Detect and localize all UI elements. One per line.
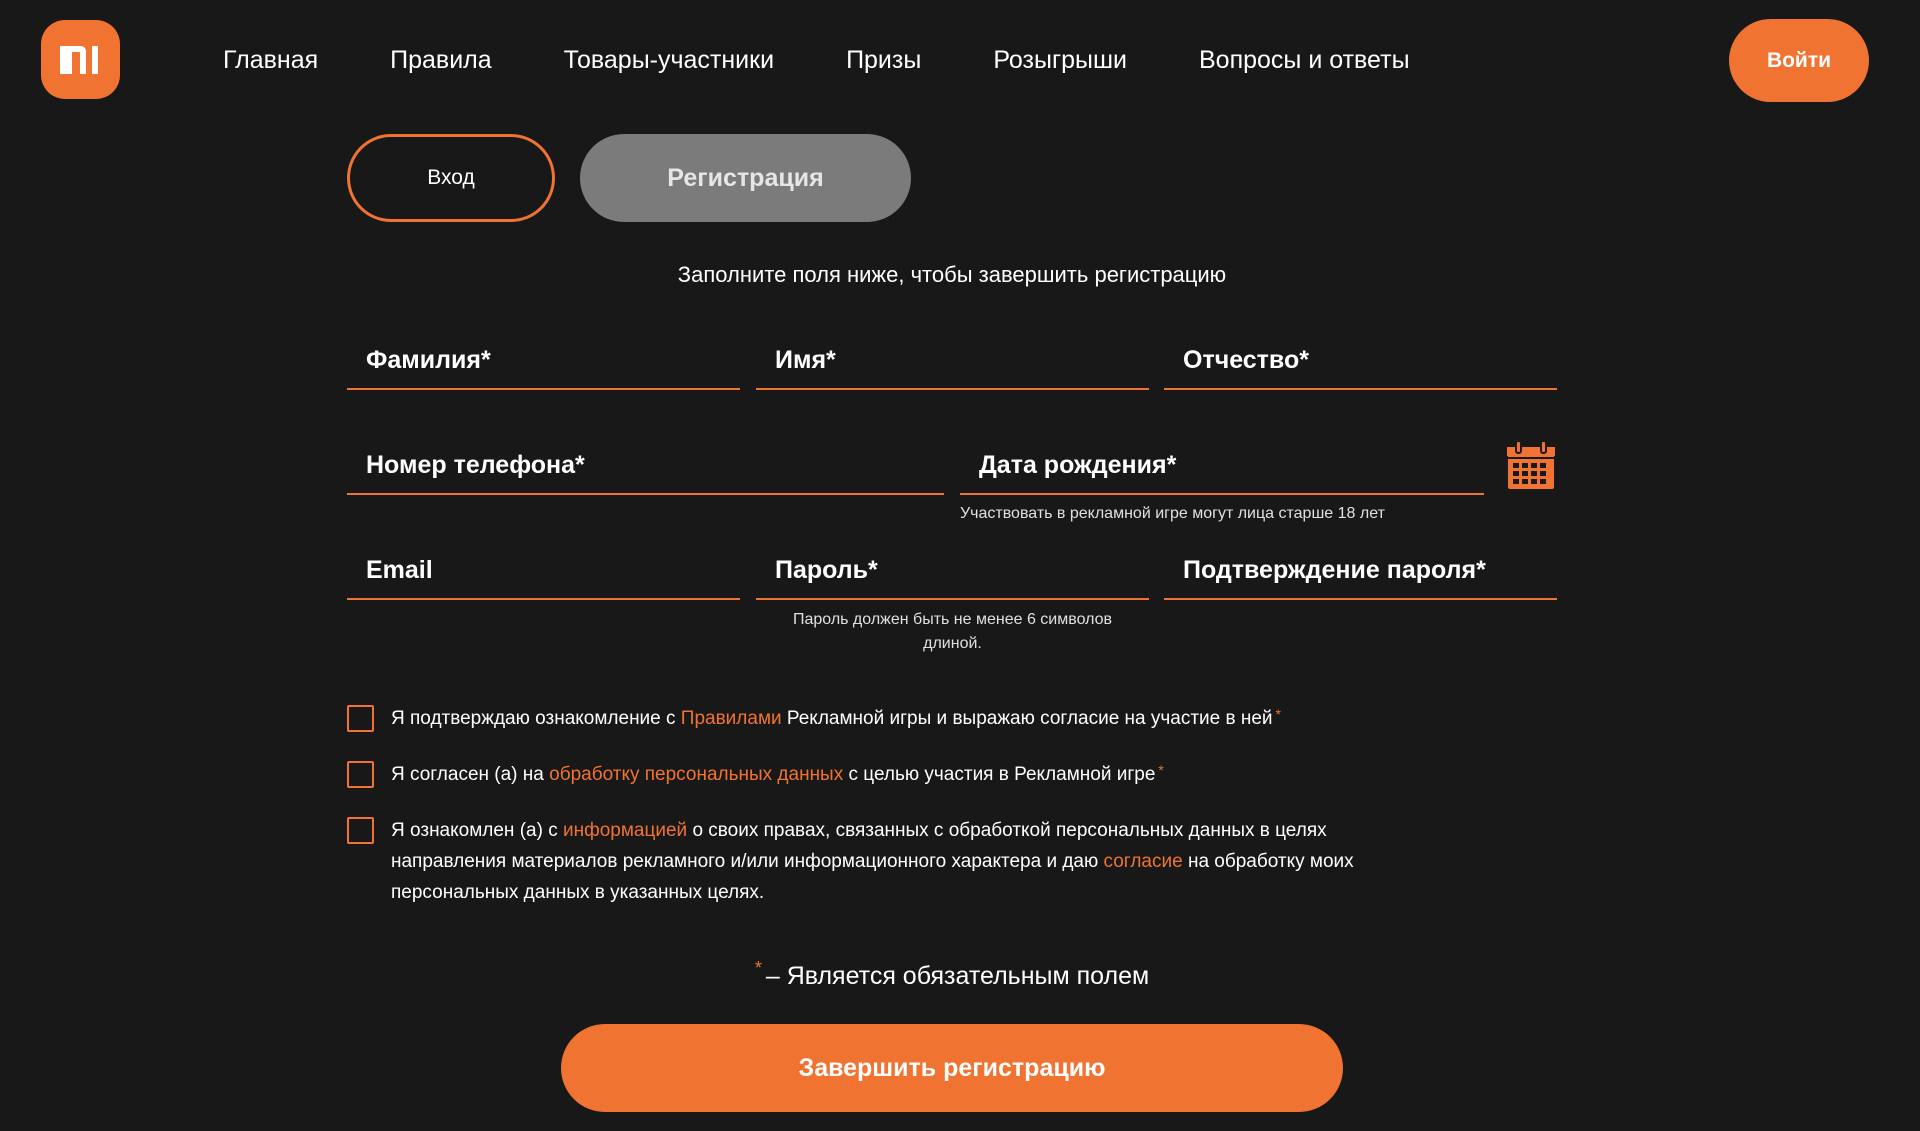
nav-item-draws[interactable]: Розыгрыши: [993, 45, 1127, 74]
required-field-note: [347, 958, 1557, 991]
form-intro-text: Заполните поля ниже, чтобы завершить регистрацию: [677, 262, 1227, 287]
consent-marketing-text-line2-end: на обработку моих: [1182, 851, 1354, 872]
information-link[interactable]: информацией: [562, 820, 688, 841]
consent-marketing-text-line2: направления материалов рекламного и/или информационного характера и даю: [391, 851, 1104, 872]
nav-item-faq[interactable]: Вопросы и ответы: [1199, 45, 1410, 74]
phone-field[interactable]: Номер телефона*: [347, 437, 944, 495]
consent-rules-text: [391, 703, 1281, 734]
mi-logo[interactable]: [41, 20, 120, 99]
consent-marketing-text: [391, 815, 1354, 908]
tab-register[interactable]: Регистрация: [580, 134, 911, 222]
required-star: *: [754, 958, 762, 978]
calendar-icon[interactable]: [1505, 440, 1557, 492]
complete-registration-button[interactable]: Завершить регистрацию: [561, 1024, 1343, 1112]
header-login-button[interactable]: Войти: [1729, 19, 1869, 102]
consent-personal-data-text-end: с целью участия в Рекламной игре: [843, 764, 1156, 785]
email-field[interactable]: Email: [347, 542, 740, 600]
password-hint-line1: Пароль должен быть не менее 6 символов: [792, 611, 1113, 628]
consent-personal-data-row: [347, 761, 1164, 790]
last-name-field[interactable]: Фамилия*: [347, 332, 740, 390]
site-header: [0, 0, 1920, 120]
consent-rules-text-start: Я подтверждаю ознакомление с: [391, 708, 681, 729]
nav-item-home[interactable]: Главная: [223, 45, 319, 74]
required-star: *: [1158, 762, 1164, 778]
required-note-text: – Является обязательным полем: [765, 962, 1150, 990]
calendar-icon-svg: [1505, 440, 1557, 492]
nav-item-prizes[interactable]: Призы: [846, 45, 922, 74]
consent-personal-data-checkbox[interactable]: [347, 761, 374, 788]
password-field[interactable]: Пароль*: [756, 542, 1149, 600]
rules-link[interactable]: Правилами: [680, 708, 782, 729]
birth-date-field[interactable]: Дата рождения*: [960, 437, 1484, 495]
birth-date-hint: Участвовать в рекламной игре могут лица старше 18 лет: [960, 505, 1385, 522]
middle-name-field[interactable]: Отчество*: [1164, 332, 1557, 390]
mi-logo-icon: [58, 44, 104, 76]
consent-marketing-text-start: Я ознакомлен (а) с: [391, 820, 563, 841]
password-hint-line2: длиной.: [923, 635, 982, 652]
consent-link[interactable]: согласие: [1103, 851, 1183, 872]
consent-rules-checkbox[interactable]: [347, 705, 374, 732]
consent-marketing-text-line3: персональных данных в указанных целях.: [391, 882, 765, 903]
consent-rules-text-end: Рекламной игры и выражаю согласие на участие в ней: [781, 708, 1273, 729]
personal-data-link[interactable]: обработку персональных данных: [549, 764, 844, 785]
nav-item-products[interactable]: Товары-участники: [563, 45, 775, 74]
first-name-field[interactable]: Имя*: [756, 332, 1149, 390]
consent-marketing-checkbox[interactable]: [347, 817, 374, 844]
password-hint: [756, 608, 1149, 656]
consent-marketing-text-line1: о своих правах, связанных с обработкой персональных данных в целях: [687, 820, 1327, 841]
tab-login[interactable]: Вход: [347, 134, 555, 222]
consent-personal-data-text-start: Я согласен (а) на: [391, 764, 550, 785]
consent-marketing-row: [347, 817, 1354, 908]
consent-rules-row: [347, 705, 1281, 734]
consent-personal-data-text: [391, 759, 1164, 790]
main-nav: [223, 0, 1410, 120]
password-confirm-field[interactable]: Подтверждение пароля*: [1164, 542, 1557, 600]
required-star: *: [1275, 706, 1281, 722]
nav-item-rules[interactable]: Правила: [390, 45, 492, 74]
